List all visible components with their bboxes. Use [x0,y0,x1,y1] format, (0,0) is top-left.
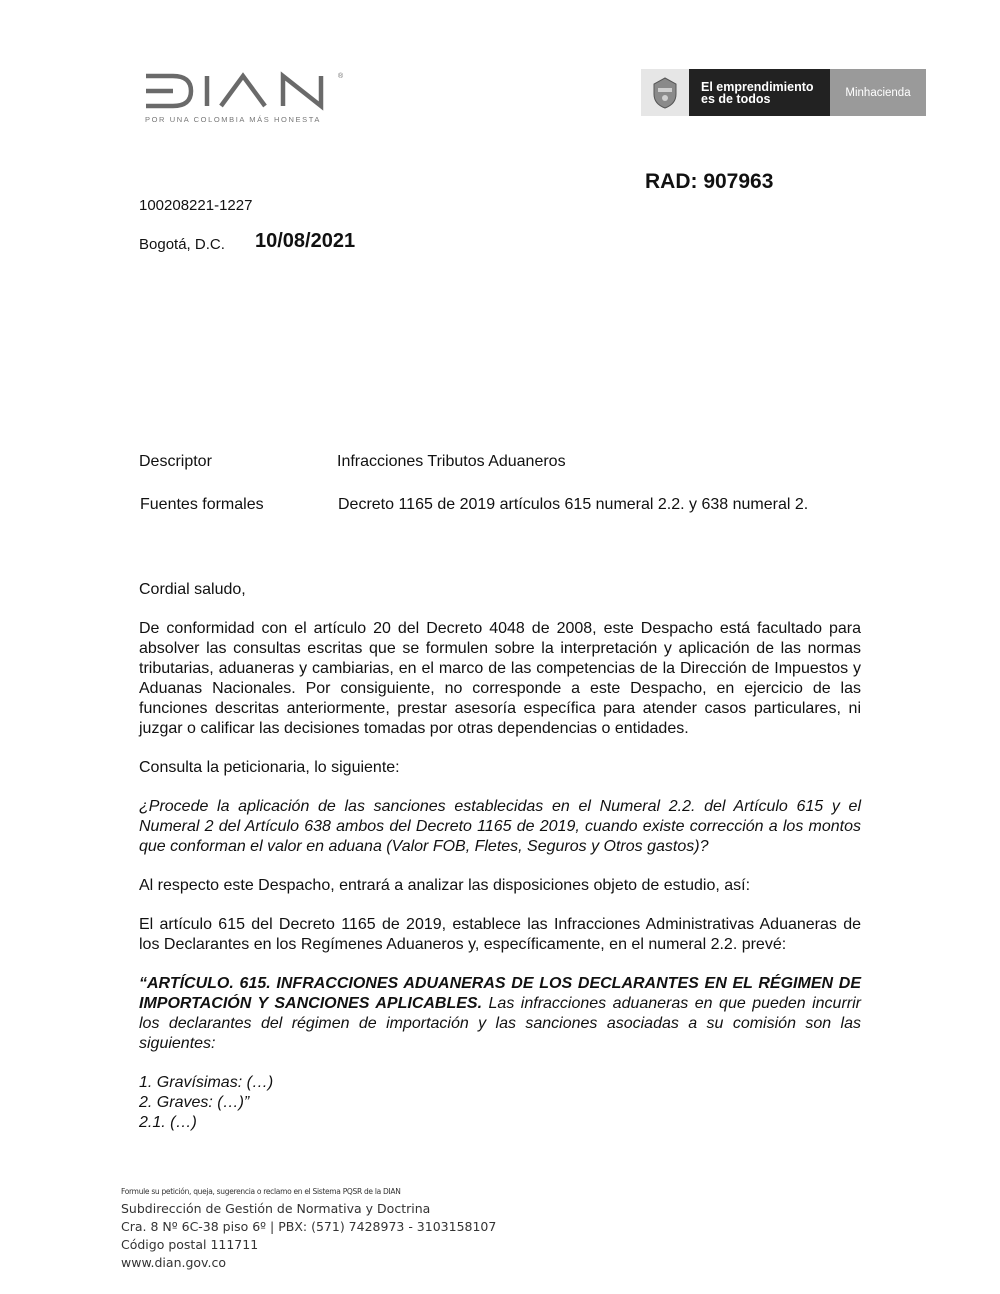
question-text: ¿Procede la aplicación de las sanciones establecidas en el Numeral 2.2. del Artículo 615 y el Numeral 2 del Artículo 638 ambos del Decreto 1165 de 2019, cuando existe corrección a los montos que conforman el valor en aduana (Valor FOB, Fletes, Seguros y Otros gastos)? [139,798,861,855]
footer-office: Subdirección de Gestión de Normativa y Doctrina [121,1201,431,1216]
paragraph-article: El artículo 615 del Decreto 1165 de 2019, establece las Infracciones Administrativas Aduaneras de los Declarantes en los Regímenes Aduaneros y, específicamente, en el numeral 2.2. prevé: [139,916,861,953]
footer-website-link[interactable]: www.dian.gov.co [121,1255,226,1270]
article-list [139,1073,861,1133]
dian-tagline: POR UNA COLOMBIA MÁS HONESTA [145,115,321,124]
paragraph-intro: De conformidad con el artículo 20 del Decreto 4048 de 2008, este Despacho está facultado para absolver las consultas escritas que se formulen sobre la interpretación y aplicación de las normas tributarias, aduaneras y cambiarias, en el marco de las competencias de la Dirección de Impuestos y Aduanas Nacionales. Por consiguiente, no corresponde a este Despacho, en ejercicio de las funciones descritas anteriormente, prestar asesoría específica para atender casos particulares, ni juzgar o calificar las decisiones tomadas por otras dependencias o entidades. [139,620,861,737]
fuentes-value: Decreto 1165 de 2019 artículos 615 numeral 2.2. y 638 numeral 2. [338,496,809,513]
date: 10/08/2021 [255,230,356,252]
ministry-label: Minhacienda [830,69,926,116]
list-item: 2.1. (…) [139,1114,197,1131]
list-item: 1. Gravísimas: (…) [139,1074,274,1091]
paragraph-consulta: Consulta la peticionaria, lo siguiente: [139,759,400,776]
government-banner [641,69,926,116]
greeting: Cordial saludo, [139,581,246,598]
article-quote-text: Las infracciones aduaneras en que pueden incurrir los declarantes del régimen de importación y las sanciones asociadas a su comisión son las siguientes: [139,995,861,1052]
city: Bogotá, D.C. [139,236,225,253]
fuentes-label: Fuentes formales [140,496,264,513]
dian-logo-mark [143,70,353,114]
rad-number: RAD: 907963 [645,170,774,193]
gov-slogan-line1: El emprendimiento [701,80,814,94]
coat-of-arms-icon [641,69,689,116]
list-item: 2. Graves: (…)” [139,1094,250,1111]
paragraph-analysis: Al respecto este Despacho, entrará a analizar las disposiciones objeto de estudio, así: [139,877,751,894]
descriptor-label: Descriptor [139,453,212,470]
article-quote-heading: “ARTÍCULO. 615. INFRACCIONES ADUANERAS DE LOS DECLARANTES EN EL RÉGIMEN DE IMPORTACIÓN Y SANCIONES APLICABLES. [139,975,861,1012]
footer-notice: Formule su petición, queja, sugerencia o reclamo en el Sistema PQSR de la DIAN [121,1187,401,1196]
gov-slogan-line2: es de todos [701,92,771,106]
footer-postal: Código postal 111711 [121,1237,259,1252]
footer [121,1187,496,1272]
article-quote [139,974,861,1054]
reference-number: 100208221-1227 [139,197,253,214]
letter-body [139,580,861,1133]
footer-address: Cra. 8 Nº 6C-38 piso 6º | PBX: (571) 7428973 - 3103158107 [121,1219,497,1234]
descriptor-value: Infracciones Tributos Aduaneros [337,453,566,470]
gov-slogan [689,69,830,116]
svg-text:®: ® [338,73,344,80]
